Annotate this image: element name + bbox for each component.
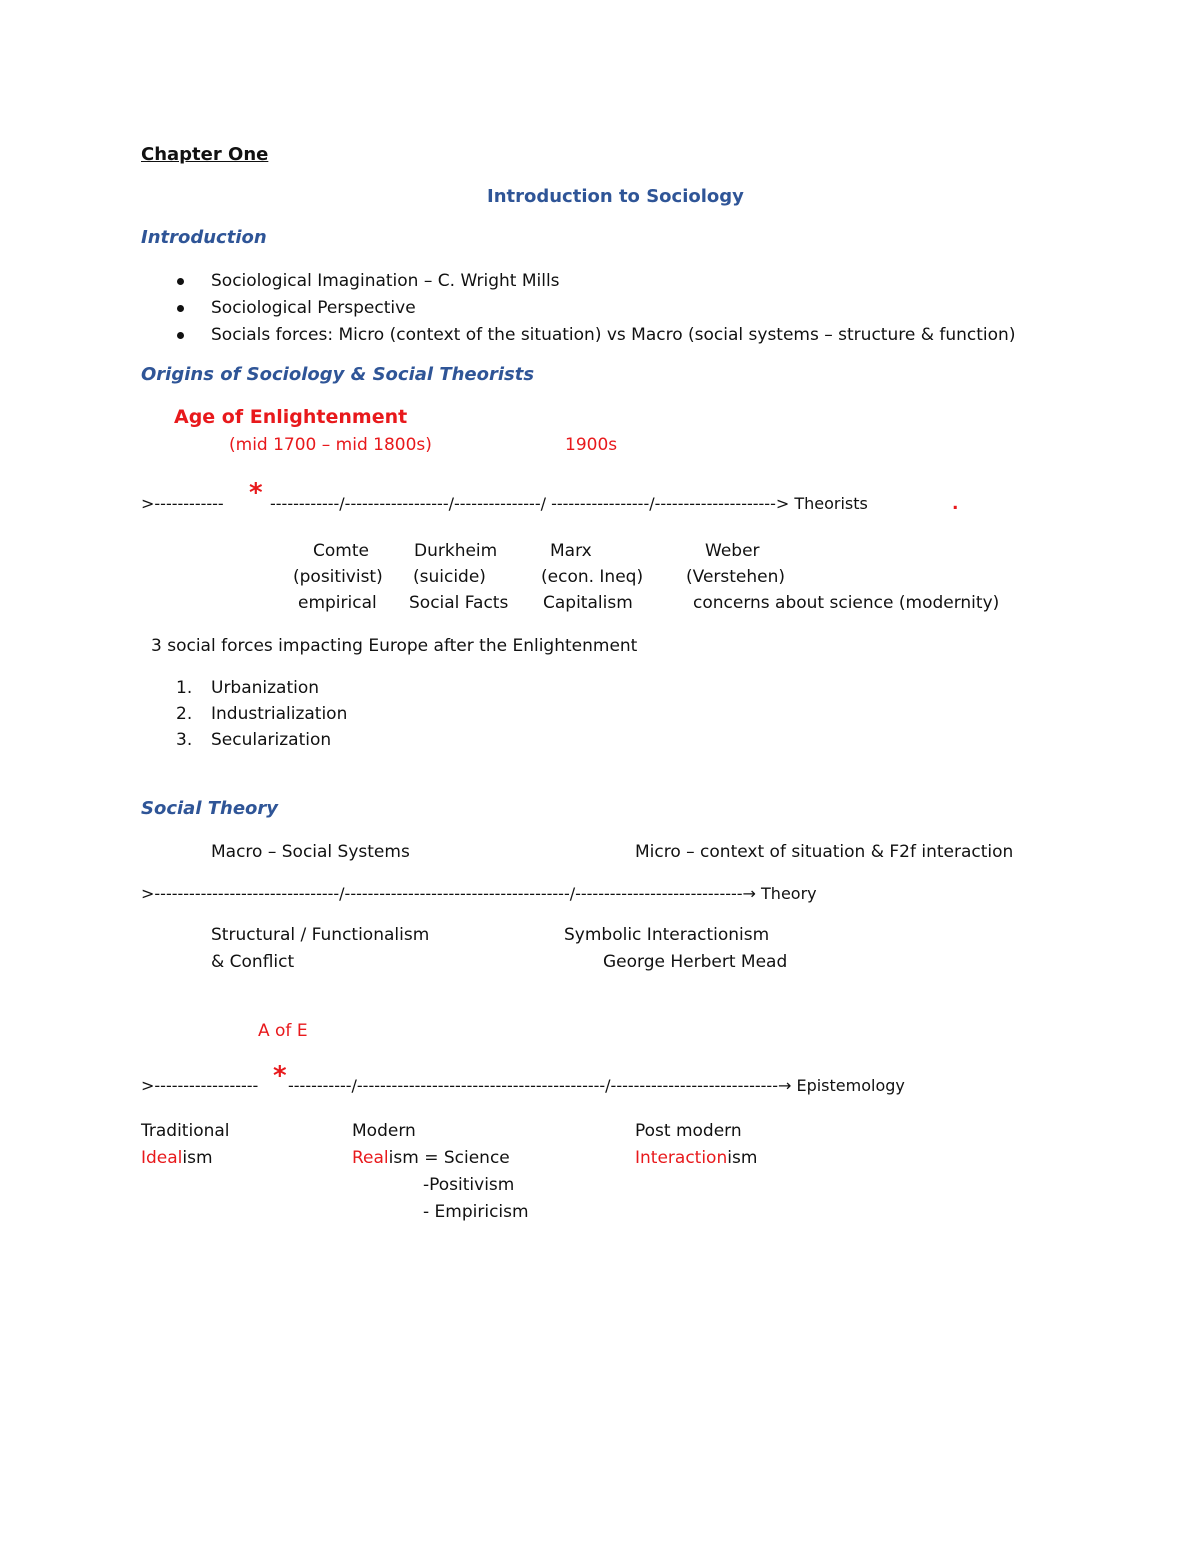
list-item: Industrialization (211, 704, 348, 724)
empiricism-label: - Empiricism (423, 1202, 529, 1222)
theorist-note: (econ. Ineq) (541, 567, 644, 587)
theorist-detail: Capitalism (543, 593, 633, 613)
page-title: Introduction to Sociology (487, 186, 744, 207)
epistemology-timeline: -----------/-------------------------------------------/-----------------------------→ Epistemology (288, 1076, 905, 1095)
theorists-timeline-start: >------------ (141, 494, 224, 513)
bullet-icon (177, 332, 184, 339)
realism-suffix: ism = Science (388, 1148, 510, 1168)
epistemology-timeline-start: >------------------ (141, 1076, 259, 1095)
age-of-enlightenment-label: Age of Enlightenment (174, 406, 408, 428)
post-modern-label: Post modern (635, 1121, 742, 1141)
micro-label: Micro – context of situation & F2f interaction (635, 842, 1014, 862)
list-item: Sociological Perspective (211, 298, 416, 318)
mead-label: George Herbert Mead (603, 952, 788, 972)
idealism-label (141, 1147, 213, 1169)
list-number: 1. (176, 678, 193, 698)
interactionism-label (635, 1147, 757, 1169)
theorist-note: (suicide) (413, 567, 486, 587)
section-heading-introduction: Introduction (141, 227, 267, 248)
conflict-label: & Conflict (211, 952, 295, 972)
theorist-note: (positivist) (293, 567, 383, 587)
social-forces-intro: 3 social forces impacting Europe after the Enlightenment (151, 636, 638, 656)
list-number: 3. (176, 730, 193, 750)
theorists-timeline: ------------/------------------/---------------/ -----------------/---------------------> Theorists (270, 494, 868, 513)
section-heading-social-theory: Social Theory (141, 798, 279, 819)
date-1900s: 1900s (565, 435, 618, 455)
theorist-detail: Social Facts (409, 593, 509, 613)
theory-timeline: >--------------------------------/---------------------------------------/-----------------------------→ Theory (141, 884, 817, 903)
list-item: Sociological Imagination – C. Wright Mills (211, 271, 560, 291)
theorist-name: Durkheim (414, 541, 498, 561)
theorist-detail: concerns about science (modernity) (693, 593, 1000, 613)
enlightenment-star-icon: * (249, 478, 263, 508)
traditional-label: Traditional (141, 1121, 230, 1141)
idealism-highlight: Ideal (141, 1148, 183, 1168)
bullet-icon (177, 305, 184, 312)
interactionism-suffix: ism (727, 1148, 758, 1168)
theorist-name: Comte (313, 541, 369, 561)
positivism-label: -Positivism (423, 1175, 515, 1195)
enlightenment-star-icon: * (273, 1061, 287, 1091)
theorist-name: Weber (705, 541, 760, 561)
realism-highlight: Real (352, 1148, 389, 1168)
structural-functionalism-label: Structural / Functionalism (211, 925, 430, 945)
list-item: Urbanization (211, 678, 320, 698)
list-item: Secularization (211, 730, 332, 750)
theorist-detail: empirical (298, 593, 377, 613)
chapter-heading: Chapter One (141, 144, 269, 165)
symbolic-interactionism-label: Symbolic Interactionism (564, 925, 770, 945)
theorist-name: Marx (550, 541, 592, 561)
interactionism-highlight: Interaction (635, 1148, 728, 1168)
modern-label: Modern (352, 1121, 416, 1141)
list-number: 2. (176, 704, 193, 724)
idealism-suffix: ism (182, 1148, 213, 1168)
theorist-note: (Verstehen) (686, 567, 786, 587)
list-item: Socials forces: Micro (context of the situation) vs Macro (social systems – structure & function) (211, 325, 1016, 345)
macro-label: Macro – Social Systems (211, 842, 410, 862)
bullet-icon (177, 278, 184, 285)
section-heading-origins: Origins of Sociology & Social Theorists (141, 364, 535, 385)
timeline-end-dot: . (952, 494, 959, 514)
age-of-enlightenment-abbrev: A of E (258, 1021, 308, 1041)
enlightenment-date-range: (mid 1700 – mid 1800s) (229, 435, 432, 455)
realism-label (352, 1147, 510, 1169)
